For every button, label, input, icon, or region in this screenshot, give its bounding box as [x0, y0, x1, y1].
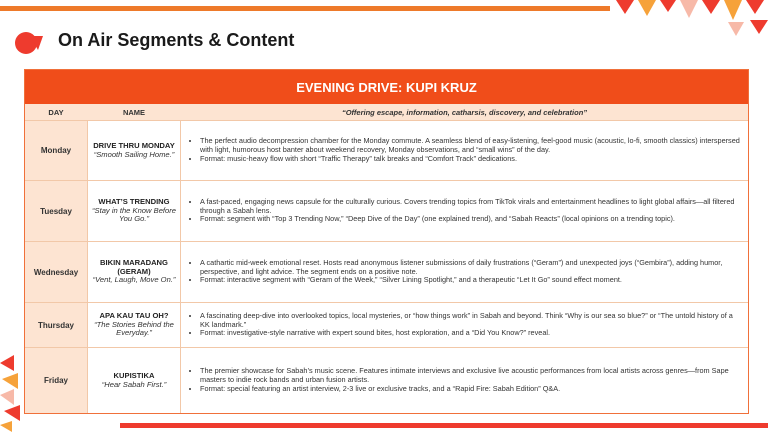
- table-row: [25, 241, 748, 302]
- triangle-pattern-top-right: [608, 0, 768, 40]
- description-bullet: • The perfect audio decompression chamber for the Monday commute. A seamless blend of easy-listening, feel-good music (acoustic, lo-fi, smooth classics) interspersed with light, humorous host banter about weekend recovery, Monday observations, and “small wins” of the day.: [200, 137, 740, 155]
- row-name-cell: [87, 242, 181, 302]
- row-name-cell: [87, 181, 181, 241]
- description-bullet: • Format: segment with “Top 3 Trending Now,” “Deep Dive of the Day” (one explained trend), and “Sabah Reacts” (local opinions on a trending topic).: [200, 215, 740, 224]
- segment-name: BIKIN MARADANG (GERAM): [100, 257, 168, 276]
- table-row: [25, 120, 748, 180]
- header-description: “Offering escape, information, catharsis, discovery, and celebration”: [341, 107, 588, 117]
- bottom-accent-bar: [120, 423, 768, 428]
- description-bullet: • Format: interactive segment with “Geram of the Week,” “Silver Lining Spotlight,” and a therapeutic “Let It Go” sound effect moment.: [200, 276, 740, 285]
- description-bullet: • A fast-paced, engaging news capsule for the culturally curious. Covers trending topics from TikTok virals and entertainment headlines to light global affairs—all filtered through a Sabah lens.: [200, 198, 740, 216]
- top-accent-bar: [0, 6, 610, 11]
- segment-name: KUPISTIKA: [113, 370, 155, 380]
- row-name-cell: [87, 348, 181, 413]
- segment-tagline: “The Stories Behind the Everyday.”: [94, 319, 174, 338]
- row-name-cell: [87, 303, 181, 347]
- logo-icon: [14, 30, 44, 56]
- table-header: [25, 104, 748, 120]
- description-bullet: • The premier showcase for Sabah’s music scene. Features intimate interviews and exclusive live acoustic performances from local artists across genres—from Sape masters to indie rock bands and urban fusion artists.: [200, 367, 740, 385]
- row-day: Monday: [25, 121, 87, 180]
- table-banner: EVENING DRIVE: KUPI KRUZ: [25, 70, 748, 104]
- description-bullet: • A cathartic mid-week emotional reset. Hosts read anonymous listener submissions of daily frustrations (“Geram”) and unexpected joys (“Gembira”), adding humor, perspective, and light advice. The segment ends on a positive note.: [200, 259, 740, 277]
- segment-name: DRIVE THRU MONDAY: [93, 140, 175, 150]
- row-description: [181, 242, 748, 302]
- description-bullet: • Format: music-heavy flow with short “Traffic Therapy” talk breaks and “Comfort Track” dedications.: [200, 155, 740, 164]
- page-title: On Air Segments & Content: [58, 30, 295, 50]
- description-bullet: • A fascinating deep-dive into overlooked topics, local mysteries, or “how things work” in Sabah and beyond. Think “Why is our sea so blue?” or “The untold history of a KK landmark.”: [200, 312, 740, 330]
- segment-tagline: “Stay in the Know Before You Go.”: [92, 205, 176, 224]
- row-description: [181, 348, 748, 413]
- segment-name: APA KAU TAU OH?: [99, 310, 169, 320]
- description-bullet: • Format: investigative-style narrative with expert sound bites, host exploration, and a “Did You Know?” reveal.: [200, 329, 740, 338]
- row-name-cell: [87, 121, 181, 180]
- segment-tagline: “Vent, Laugh, Move On.”: [92, 275, 176, 285]
- segment-name: WHAT’S TRENDING: [98, 196, 170, 206]
- table-row: [25, 302, 748, 347]
- row-day: Tuesday: [25, 181, 87, 241]
- segment-tagline: “Hear Sabah First.”: [101, 379, 167, 389]
- row-day: Friday: [25, 348, 87, 413]
- table-row: [25, 347, 748, 413]
- row-day: Wednesday: [25, 242, 87, 302]
- segments-table: [24, 69, 749, 414]
- row-description: [181, 303, 748, 347]
- header-day: DAY: [48, 107, 64, 117]
- row-description: [181, 181, 748, 241]
- segment-tagline: “Smooth Sailing Home.”: [93, 149, 175, 159]
- row-description: [181, 121, 748, 180]
- row-day: Thursday: [25, 303, 87, 347]
- header-name: NAME: [122, 107, 146, 117]
- description-bullet: • Format: special featuring an artist interview, 2-3 live or exclusive tracks, and a “Rapid Fire: Sabah Edition” Q&A.: [200, 385, 740, 394]
- table-row: [25, 180, 748, 241]
